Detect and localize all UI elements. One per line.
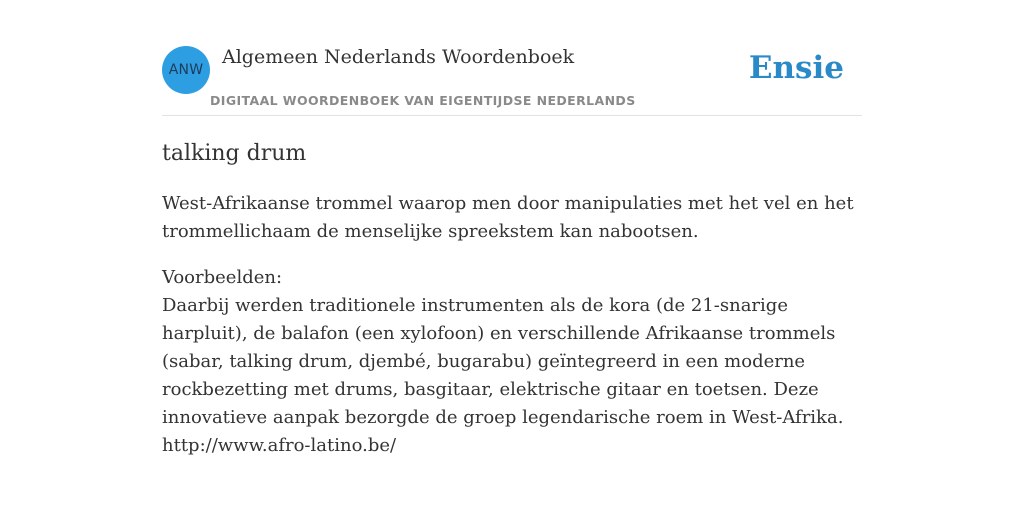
example-text: Daarbij werden traditionele instrumenten als de kora (de 21-snarige harpluit), de balafon (een xylofoon) en verschillende Afrikaanse trommels (sabar, talking drum, djembé, bugarabu) geïntegreerd in een moderne rockbezetting met drums, basgitaar, elektrische gitaar en toetsen. Deze innovatieve aanpak bezorgde de groep legendarische roem in West-Afrika. [162,295,844,428]
entry-content [162,138,862,460]
entry-headword: talking drum [162,141,307,166]
page-header [162,46,862,116]
logo-text: ANW [168,62,204,78]
entry-definition: West-Afrikaanse trommel waarop men door manipulaties met het vel en het trommellichaam de menselijke spreekstem kan nabootsen. [162,193,854,242]
dictionary-title[interactable]: Algemeen Nederlands Woordenboek [222,46,575,68]
anw-logo[interactable] [162,46,210,94]
examples-label: Voorbeelden: [162,267,283,288]
dictionary-subtitle: DIGITAAL WOORDENBOEK VAN EIGENTIJDSE NEDERLANDS [210,93,636,108]
example-source-link[interactable]: http://www.afro-latino.be/ [162,435,397,456]
ensie-logo-link[interactable]: Ensie [748,50,844,86]
examples-section [162,264,862,460]
